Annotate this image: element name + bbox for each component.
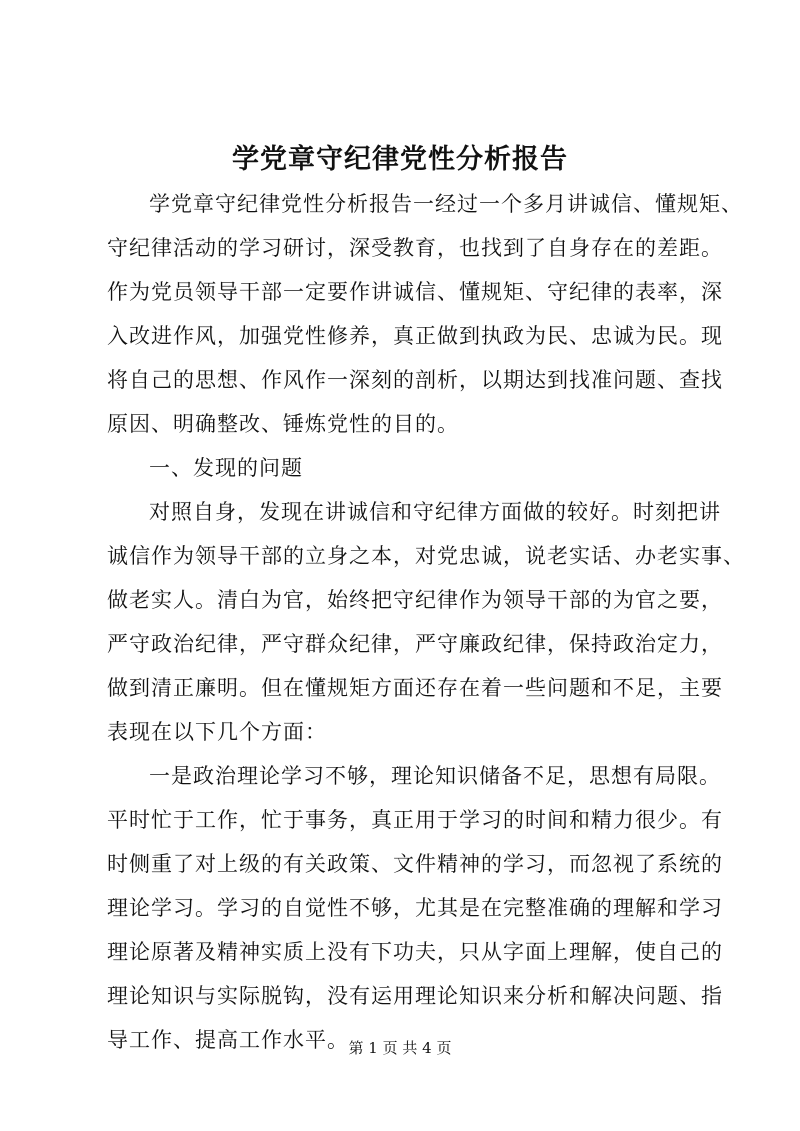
paragraph-line: 平时忙于工作，忙于事务，真正用于学习的时间和精力很少。有 xyxy=(107,808,723,832)
paragraph-line: 学党章守纪律党性分析报告一经过一个多月讲诚信、懂规矩、 xyxy=(149,192,743,216)
paragraph-line: 时侧重了对上级的有关政策、文件精神的学习，而忽视了系统的 xyxy=(107,852,723,876)
document-body xyxy=(107,182,745,1062)
paragraph-line: 导工作、提高工作水平。 xyxy=(107,1028,349,1052)
paragraph-line: 作为党员领导干部一定要作讲诚信、懂规矩、守纪律的表率，深 xyxy=(107,280,723,304)
paragraph-line: 做到清正廉明。但在懂规矩方面还存在着一些问题和不足，主要 xyxy=(107,676,723,700)
paragraph-line: 做老实人。清白为官，始终把守纪律作为领导干部的为官之要， xyxy=(107,588,723,612)
paragraph-line: 表现在以下几个方面： xyxy=(107,720,327,744)
paragraph-line: 理论知识与实际脱钩，没有运用理论知识来分析和解决问题、指 xyxy=(107,984,723,1008)
paragraph-line: 一是政治理论学习不够，理论知识储备不足，思想有局限。 xyxy=(149,764,721,788)
paragraph-line: 将自己的思想、作风作一深刻的剖析，以期达到找准问题、查找 xyxy=(107,368,723,392)
paragraph-line: 对照自身，发现在讲诚信和守纪律方面做的较好。时刻把讲 xyxy=(149,500,721,524)
section-heading: 一、发现的问题 xyxy=(149,456,303,480)
paragraph-line: 原因、明确整改、锤炼党性的目的。 xyxy=(107,412,459,436)
paragraph-line: 理论学习。学习的自觉性不够，尤其是在完整准确的理解和学习 xyxy=(107,896,723,920)
paragraph-line: 守纪律活动的学习研讨，深受教育，也找到了自身存在的差距。 xyxy=(107,236,723,260)
document-title: 学党章守纪律党性分析报告 xyxy=(232,144,568,175)
page-number-footer: 第 1 页 共 4 页 xyxy=(348,1039,452,1057)
paragraph-line: 严守政治纪律，严守群众纪律，严守廉政纪律，保持政治定力， xyxy=(107,632,723,656)
paragraph-line: 理论原著及精神实质上没有下功夫，只从字面上理解，使自己的 xyxy=(107,940,723,964)
paragraph-line: 诚信作为领导干部的立身之本，对党忠诚，说老实话、办老实事、 xyxy=(107,544,745,568)
paragraph-line: 入改进作风，加强党性修养，真正做到执政为民、忠诚为民。现 xyxy=(107,324,723,348)
